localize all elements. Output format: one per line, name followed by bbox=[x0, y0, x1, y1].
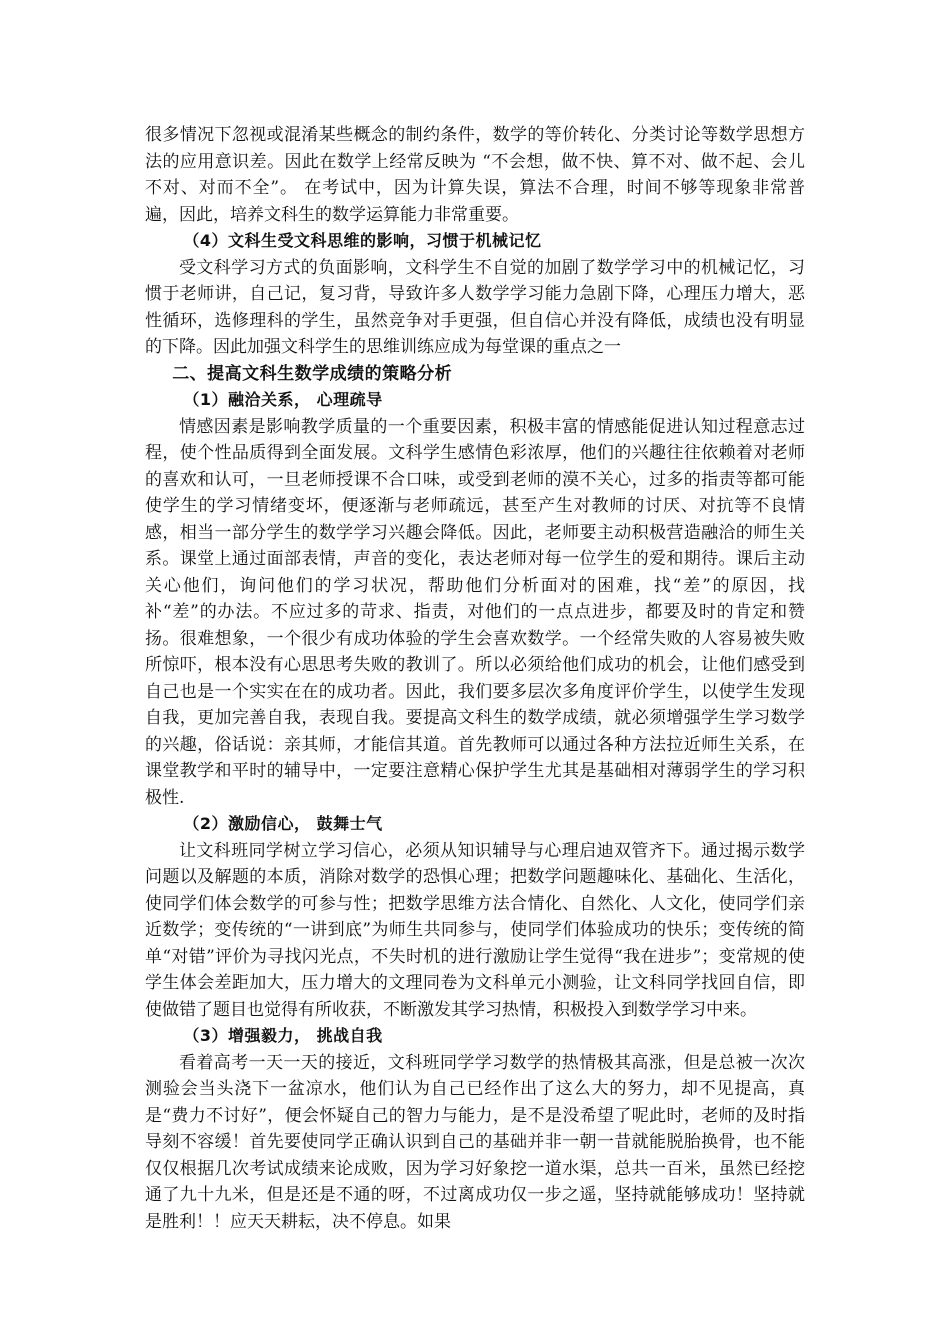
paragraph: 受文科学习方式的负面影响，文科学生不自觉的加剧了数学学习中的机械记忆，习惯于老师讲，自己记，复习背，导致许多人数学学习能力急剧下降，心理压力增大，恶性循环，选修理科的学生，虽然竞争对手更强，但自信心并没有降低，成绩也没有明显的下降。因此加强文科学生的思维训练应成为每堂课的重点之一 bbox=[145, 257, 805, 357]
paragraph-continued: 很多情况下忽视或混淆某些概念的制约条件，数学的等价转化、分类讨论等数学思想方法的应用意识差。因此在数学上经常反映为 “不会想，做不快、算不对、做不起、会儿不对、对而不全”。 在考试中，因为计算失误，算法不合理，时间不够等现象非常普遍，因此，培养文科生的数学运算能力非常重要。 bbox=[145, 125, 805, 225]
section-heading-4: （4）文科生受文科思维的影响，习惯于机械记忆 bbox=[183, 231, 542, 250]
paragraph: 情感因素是影响教学质量的一个重要因素，积极丰富的情感能促进认知过程意志过程，使个性品质得到全面发展。文科学生感情色彩浓厚，他们的兴趣往往依赖着对老师的喜欢和认可，一旦老师授课不合口味，或受到老师的漠不关心，过多的指责等都可能使学生的学习情绪变坏，便逐渐与老师疏远，甚至产生对教师的讨厌、对抗等不良情感，相当一部分学生的数学学习兴趣会降低。因此，老师要主动积极营造融洽的师生关系。课堂上通过面部表情，声音的变化，表达老师对每一位学生的爱和期待。课后主动关心他们，询问他们的学习状况，帮助他们分析面对的困难，找“差”的原因，找补“差”的办法。不应过多的苛求、指责，对他们的一点点进步，都要及时的肯定和赞扬。很难想象，一个很少有成功体验的学生会喜欢数学。一个经常失败的人容易被失败所惊吓，根本没有心思思考失败的教训了。所以必须给他们成功的机会，让他们感受到自己也是一个实实在在的成功者。因此，我们要多层次多角度评价学生，以使学生发现自我，更加完善自我，表现自我。要提高文科生的数学成绩，就必须增强学生学习数学的兴趣，俗话说：亲其师，才能信其道。首先教师可以通过各种方法拉近师生关系，在课堂教学和平时的辅导中，一定要注意精心保护学生尤其是基础相对薄弱学生的学习积极性. bbox=[145, 416, 805, 808]
document-body bbox=[145, 122, 805, 1235]
paragraph: 看着高考一天一天的接近，文科班同学学习数学的热情极其高涨，但是总被一次次测验会当头浇下一盆凉水，他们认为自己已经作出了这么大的努力，却不见提高，真是“费力不讨好”，便会怀疑自己的智力与能力，是不是没希望了呢此时，老师的及时指导刻不容缓！首先要使同学正确认识到自己的基础并非一朝一昔就能脱胎换骨，也不能仅仅根据几次考试成绩来论成败，因为学习好象挖一道水渠，总共一百米，虽然已经挖通了九十九米，但是还是不通的呀，不过离成功仅一步之遥，坚持就能够成功！坚持就是胜利！！应天天耕耘，决不停息。如果 bbox=[145, 1052, 805, 1232]
section-heading-3: （3）增强毅力， 挑战自我 bbox=[183, 1026, 383, 1045]
section-heading-1: （1）融洽关系， 心理疏导 bbox=[183, 390, 383, 409]
section-heading-2: （2）激励信心， 鼓舞士气 bbox=[183, 814, 383, 833]
paragraph: 让文科班同学树立学习信心，必须从知识辅导与心理启迪双管齐下。通过揭示数学问题以及解题的本质，消除对数学的恐惧心理；把数学问题趣味化、基础化、生活化，使同学们体会数学的可参与性；把数学思维方法合情化、自然化、人文化，使同学们亲近数学；变传统的“一讲到底”为师生共同参与，使同学们体验成功的快乐；变传统的简单“对错”评价为寻找闪光点，不失时机的进行激励让学生觉得“我在进步”；变常规的使学生体会差距加大，压力增大的文理同卷为文科单元小测验，让文科同学找回自信，即使做错了题目也觉得有所收获，不断激发其学习热情，积极投入到数学学习中来。 bbox=[145, 840, 805, 1020]
chapter-heading-2: 二、提高文科生数学成绩的策略分析 bbox=[172, 363, 453, 384]
